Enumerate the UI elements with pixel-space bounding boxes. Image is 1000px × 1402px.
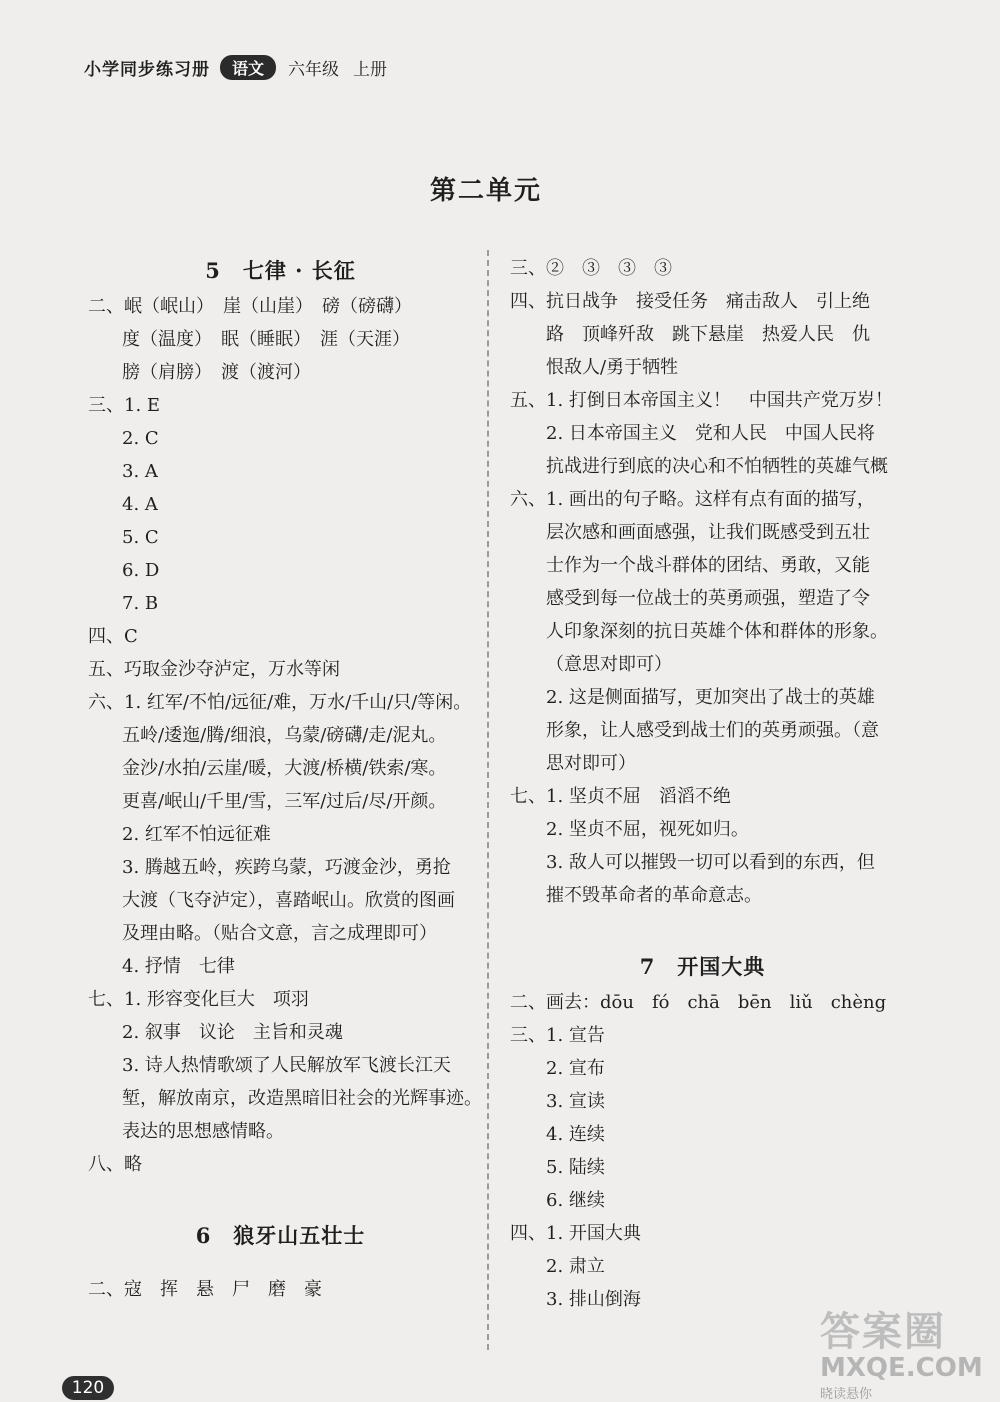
answer-line: 堑，解放南京，改造黑暗旧社会的光辉事迹。 <box>122 1088 482 1109</box>
answer-line: 2. 坚贞不屈，视死如归。 <box>546 819 749 840</box>
answer-line: 3. 腾越五岭，疾跨乌蒙，巧渡金沙，勇抢 <box>122 857 451 878</box>
answer-line: 思对即可） <box>546 753 636 774</box>
right-column <box>510 252 895 1316</box>
answer-line: 五岭/逶迤/腾/细浪，乌蒙/磅礴/走/泥丸。 <box>122 725 447 746</box>
answer-line: 七、1. 形容变化巨大 项羽 <box>88 989 309 1010</box>
answer-line: 更喜/岷山/千里/雪，三军/过后/尽/开颜。 <box>122 791 447 812</box>
answer-line: 3. 敌人可以摧毁一切可以看到的东西，但 <box>546 852 875 873</box>
answer-line: 四、1. 开国大典 <box>510 1223 641 1244</box>
answer-line: 恨敌人/勇于牺牲 <box>546 357 679 378</box>
answer-line: 2. C <box>122 428 159 449</box>
answer-line: 2. 日本帝国主义 党和人民 中国人民将 <box>546 423 875 444</box>
answer-line: 六、1. 画出的句子略。这样有点有面的描写， <box>510 489 875 510</box>
answer-line: 七、1. 坚贞不屈 滔滔不绝 <box>510 786 731 807</box>
answer-line: 5. 陆续 <box>546 1157 605 1178</box>
lesson-title: 7 开国大典 <box>639 954 766 979</box>
answer-line: 层次感和画面感强，让我们既感受到五壮 <box>546 522 870 543</box>
answer-line: 感受到每一位战士的英勇顽强，塑造了令 <box>546 588 870 609</box>
subject-badge: 语文 <box>220 55 276 80</box>
answer-line: 二、岷（岷山） 崖（山崖） 磅（磅礴） <box>88 296 412 317</box>
watermark-logo: 答案圈 <box>820 1309 946 1355</box>
spacer <box>88 1181 473 1217</box>
answer-line: 2. 红军不怕远征难 <box>122 824 271 845</box>
answer-line: 4. 连续 <box>546 1124 605 1145</box>
answer-line: 3. 排山倒海 <box>546 1289 641 1310</box>
answer-line: 7. B <box>122 593 159 614</box>
answer-line: 四、抗日战争 接受任务 痛击敌人 引上绝 <box>510 291 870 312</box>
answer-line: 抗战进行到底的决心和不怕牺牲的英雄气概 <box>546 456 888 477</box>
answer-line: 2. 肃立 <box>546 1256 605 1277</box>
answer-line: 三、1. E <box>88 395 161 416</box>
answer-line: 人印象深刻的抗日英雄个体和群体的形象。 <box>546 621 888 642</box>
answer-line: 四、C <box>88 626 138 647</box>
answer-line: 2. 宣布 <box>546 1058 605 1079</box>
book-series-title: 小学同步练习册 <box>84 59 210 80</box>
answer-line: 三、② ③ ③ ③ <box>510 258 672 279</box>
answer-line: 2. 这是侧面描写，更加突出了战士的英雄 <box>546 687 875 708</box>
answer-line: 度（温度） 眠（睡眠） 涯（天涯） <box>122 329 410 350</box>
volume-label: 上册 <box>353 59 388 80</box>
answer-line: 4. 抒情 七律 <box>122 956 235 977</box>
left-column <box>88 252 482 1306</box>
lesson-title: 6 狼牙山五壮士 <box>195 1223 366 1248</box>
page-header <box>84 52 387 82</box>
spacer <box>88 1255 473 1273</box>
answer-line: 八、略 <box>88 1154 142 1175</box>
answer-line: 3. A <box>122 461 158 482</box>
answer-line: 路 顶峰歼敌 跳下悬崖 热爱人民 仇 <box>546 324 870 345</box>
answer-line: 二、画去：dōu fó chā bēn liǔ chèng <box>510 992 887 1013</box>
page-number: 120 <box>62 1376 114 1400</box>
answer-line: 大渡（飞夺泸定），喜踏岷山。欣赏的图画 <box>122 890 455 911</box>
answer-line: 形象，让人感受到战士们的英勇顽强。（意 <box>546 720 879 741</box>
answer-line: 6. 继续 <box>546 1190 605 1211</box>
answer-line: 4. A <box>122 494 158 515</box>
spacer <box>510 912 895 948</box>
answer-line: 五、1. 打倒日本帝国主义！ 中国共产党万岁！ <box>510 390 893 411</box>
column-divider <box>487 250 489 1350</box>
answer-line: 摧不毁革命者的革命意志。 <box>546 885 762 906</box>
answer-line: 五、巧取金沙夺泸定，万水等闲 <box>88 659 340 680</box>
answer-line: 膀（肩膀） 渡（渡河） <box>122 362 311 383</box>
answer-line: 3. 诗人热情歌颂了人民解放军飞渡长江天 <box>122 1055 451 1076</box>
answer-line: 六、1. 红军/不怕/远征/难，万水/千山/只/等闲。 <box>88 692 472 713</box>
answer-line: 6. D <box>122 560 160 581</box>
answer-line: 3. 宣读 <box>546 1091 605 1112</box>
answer-line: 5. C <box>122 527 159 548</box>
answer-line: （意思对即可） <box>546 654 672 675</box>
unit-title: 第二单元 <box>429 176 542 206</box>
watermark <box>820 1300 990 1402</box>
answer-line: 二、寇 挥 悬 尸 磨 豪 <box>88 1279 322 1300</box>
answer-line: 三、1. 宣告 <box>510 1025 605 1046</box>
answer-line: 表达的思想感情略。 <box>122 1121 284 1142</box>
grade-label: 六年级 <box>288 59 340 80</box>
answer-line: 及理由略。（贴合文意，言之成理即可） <box>122 923 437 944</box>
lesson-title: 5 七律 · 长征 <box>205 258 356 283</box>
watermark-source: 晓读悬你 <box>820 1387 873 1402</box>
answer-line: 2. 叙事 议论 主旨和灵魂 <box>122 1022 343 1043</box>
watermark-url: MXQE.COM <box>820 1353 983 1383</box>
answer-line: 金沙/水拍/云崖/暖，大渡/桥横/铁索/寒。 <box>122 758 447 779</box>
answer-line: 士作为一个战斗群体的团结、勇敢，又能 <box>546 555 870 576</box>
